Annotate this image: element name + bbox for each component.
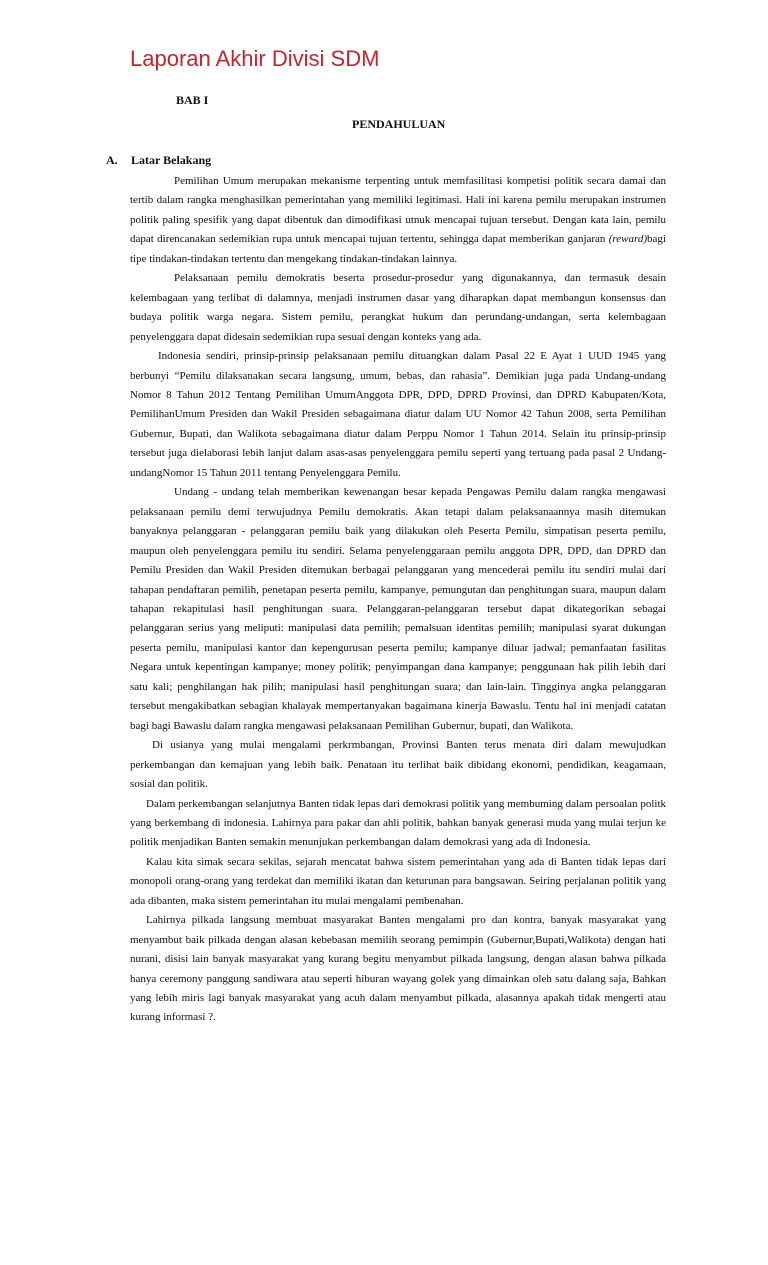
section-title: Latar Belakang bbox=[131, 153, 212, 167]
paragraph-7: Kalau kita simak secara sekilas, sejarah mencatat bahwa sistem pemerintahan yang ada di Banten tidak lepas dari monopoli orang-orang yang terdekat dan memiliki ikatan dan keturunan para bangsawan. Seiring perjalanan politik yang ada dibanten, maka sistem pemerintahan itu mulai mengalami pembenahan. bbox=[130, 855, 666, 907]
paragraph-5: Di usianya yang mulai mengalami perkrmbangan, Provinsi Banten terus menata diri dalam mewujudkan perkembangan dan kemajuan yang lebih baik. Penataan itu terlihat baik dibidang ekonomi, pendidikan, keagamaan, sosial dan politik. bbox=[130, 739, 666, 791]
paragraph-1-text: Pemilihan Umum merupakan mekanisme terpenting untuk memfasilitasi kompetisi politik secara damai dan tertib dalam rangka menghasilkan pemerintahan yang memiliki legitimasi. Hali ini karena pemilu merupakan instrumen politik paling spesifik yang dapat dibentuk dan dimodifikasi utnuk mencapai tujuan tersebut. Dengan kata lain, pemilu dapat direncanakan sedemikian rupa untuk mencapai tujuan tertentu, sehingga dapat memberikan ganjaran bbox=[130, 175, 666, 246]
paragraph-2: Pelaksanaan pemilu demokratis beserta prosedur-prosedur yang digunakannya, dan termasuk desain kelembagaan yang terlibat di dalamnya, menjadi instrumen dasar yang diharapkan dapat membangun konsensus dan budaya politik warga negara. Sistem pemilu, perangkat hukum dan perundang-undangan, serta kelembagaan penyelenggara dapat didesain sedemikian rupa sesuai dengan konteks yang ada. bbox=[130, 272, 666, 343]
report-title: Laporan Akhir Divisi SDM bbox=[130, 46, 380, 71]
paragraph-1 bbox=[130, 172, 666, 269]
paragraph-1-text-end: bagi tipe tindakan-tindakan tertentu dan mengekang tindakan-tindakan lainnya. bbox=[130, 233, 666, 265]
paragraph-3: Indonesia sendiri, prinsip-prinsip pelaksanaan pemilu dituangkan dalam Pasal 22 E Ayat 1 UUD 1945 yang berbunyi “Pemilu dilaksanakan secara langsung, umum, bebas, dan rahasia”. Demikian juga pada Undang-undang Nomor 8 Tahun 2012 Tentang Pemilihan UmumAnggota DPR, DPD, DPRD Provinsi, dan DPRD Kabupaten/Kota, PemilihanUmum Presiden dan Wakil Presiden sebagaimana diatur dalam UU Nomor 42 Tahun 2008, serta Pemilihan Gubernur, Bupati, dan Walikota sebagaimana diatur dalam Perppu Nomor 1 Tahun 2014. Selain itu prinsip-prinsip tersebut juga dielaborasi lebih lanjut dalam asas-asas penyelenggara pemilu seperti yang tertuang pada pasal 2 Undang-undangNomor 15 Tahun 2011 tentang Penyelenggara Pemilu. bbox=[130, 350, 666, 479]
paragraph-8: Lahirnya pilkada langsung membuat masyarakat Banten mengalami pro dan kontra, banyak masyarakat yang menyambut baik pilkada dengan alasan kebebasan memilih seorang pemimpin (Gubernur,Bupati,Walikota) dengan hati nurani, disisi lain banyak masyarakat yang kurang begitu menyambut pilkada langsung, dengan alasan bahwa pilkada hanya ceremony panggung sandiwara atau seperti hiburan wayang golek yang dimainkan oleh satu dalang saja, Bahkan yang lebih miris lagi banyak masyarakat yang acuh dalam menyambut pilkada, alasannya apakah tidak mengerti atau kurang informasi ?. bbox=[130, 914, 666, 1024]
paragraph-6: Dalam perkembangan selanjutnya Banten tidak lepas dari demokrasi politik yang membuming dalam persoalan politk yang berkembang di indonesia. Lahirnya para pakar dan ahli politik, bahkan banyak generasi muda yang mulai terjun ke politik menjadikan Banten semakin menunjukan perkembangan dalam demokrasi yang ada di Indonesia. bbox=[130, 797, 666, 849]
reward-term: (reward) bbox=[608, 233, 648, 246]
section-letter: A. bbox=[106, 153, 118, 167]
chapter-label: BAB I bbox=[176, 93, 209, 107]
chapter-title: PENDAHULUAN bbox=[352, 117, 446, 131]
paragraph-4: Undang - undang telah memberikan kewenangan besar kepada Pengawas Pemilu dalam rangka mengawasi pelaksanaan pemilu demi terwujudnya Pemilu demokratis. Akan tetapi dalam pelaksanaannya masih ditemukan banyaknya pelanggaran - pelanggaran pemilu baik yang dilakukan oleh Peserta Pemilu, simpatisan peserta pemilu, maupun oleh penyelenggara pemilu itu sendiri. Selama penyelenggaraan pemilu anggota DPR, DPD, dan DPRD dan Pemilu Presiden dan Wakil Presiden ditemukan berbagai pelanggaran yang mencederai pemilu itu sendiri mulai dari tahapan pendaftaran pemilih, penetapan peserta pemilu, kampanye, pemungutan dan penghitungan suara, maupun dalam tahapan rekapitulasi hasil penghitungan suara. Pelanggaran-pelanggaran tersebut dapat dikategorikan sebagai pelanggaran serius yang meliputi: manipulasi data pemilih; pemalsuan identitas pemilih; manipulasi syarat dukungan peserta pemilu, manipulasi kantor dan kepengurusan peserta pemilu; kampanye diluar jadwal; pemanfaatan fasilitas Negara untuk kepentingan kampanye; money politik; penyimpangan dana kampanye; penggunaan hak pilih lebih dari satu kali; penghilangan hak pilih; manipulasi hasil penghitungan suara; dan lain-lain. Tingginya angka pelanggaran tersebut mengakibatkan sebagian khalayak mempertanyakan bagaimana kinerja Bawaslu. Tentu hal ini menjadi catatan bagi bagi Bawaslu dalam rangka mengawasi pelaksanaan Pemilihan Gubernur, bupati, dan Walikota. bbox=[130, 486, 666, 732]
body-text bbox=[130, 172, 666, 1028]
